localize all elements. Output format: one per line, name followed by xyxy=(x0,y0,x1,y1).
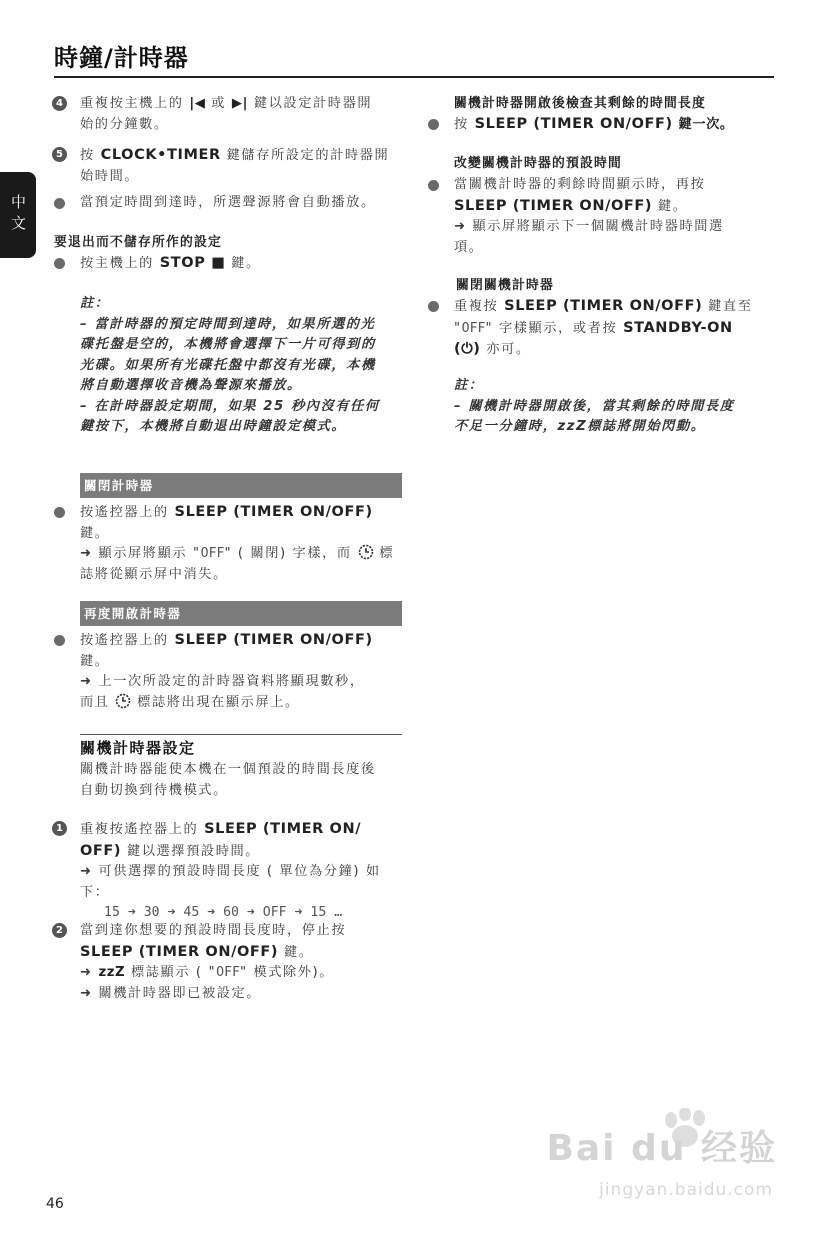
bullet-auto-play xyxy=(54,193,402,214)
check-heading: 關機計時器開啟後檢查其剩餘的時間長度 xyxy=(454,96,706,111)
sleep-description xyxy=(80,760,402,801)
sleep-key-part1: SLEEP (TIMER ON/ xyxy=(204,821,362,837)
change-text-c: ➜ 顯示屏將顯示下一個關機計時器時間選 xyxy=(454,219,724,234)
note-line: 標誌將開始閃動。 xyxy=(587,419,706,434)
sleep-steps xyxy=(54,819,402,1009)
language-tab xyxy=(0,172,36,258)
auto-play-text: 當預定時間到達時，所選聲源將會自動播放。 xyxy=(80,195,376,210)
bullet-timer-on xyxy=(54,630,402,713)
change-text-d: 項。 xyxy=(454,239,484,255)
step-number-2: 2 xyxy=(52,923,67,938)
step5-text-b: 鍵儲存所設定的計時器開 xyxy=(226,148,390,163)
bullet-close xyxy=(428,296,774,361)
on-text-d2: 標誌將出現在顯示屏上。 xyxy=(137,694,300,710)
note-block xyxy=(80,294,402,438)
step-5 xyxy=(54,145,402,187)
page-number: 46 xyxy=(46,1196,64,1212)
timer-off-section xyxy=(54,502,402,592)
close-text-d: 亦可。 xyxy=(486,342,531,357)
s2-text-c3: " 模式除外)。 xyxy=(239,965,335,980)
step-number-5: 5 xyxy=(52,147,67,162)
sleep-key: SLEEP (TIMER ON/OFF) xyxy=(504,298,703,314)
on-text-c: ➜ 上一次所設定的計時器資料將顯現數秒， xyxy=(80,674,365,689)
step5-text-c: 始時間。 xyxy=(80,168,140,184)
on-text-b: 鍵。 xyxy=(80,653,110,669)
off-text-b: 鍵。 xyxy=(80,525,110,541)
section-divider xyxy=(80,734,402,735)
power-icon: (⏻) xyxy=(454,341,481,357)
section-bar-timer-on: 再度開啟計時器 xyxy=(80,601,402,626)
check-text-b: 鍵一次。 xyxy=(678,117,734,132)
sleep-step-1 xyxy=(54,819,402,924)
s2-arrow: ➜ xyxy=(80,965,93,980)
s1-text-b: 鍵以選擇預設時間。 xyxy=(126,843,261,859)
s2-text-a: 當到達你想要的預設時間長度時，停止按 xyxy=(80,923,347,938)
close-text-b: 鍵直至 xyxy=(708,299,753,314)
title-rule xyxy=(54,76,774,78)
sleep-key: SLEEP (TIMER ON/OFF) xyxy=(474,116,673,132)
timer-on-section xyxy=(54,630,402,720)
step-number-1: 1 xyxy=(52,821,67,836)
sleep-step-2 xyxy=(54,921,402,1004)
next-key-icon: ▶| xyxy=(231,96,249,111)
timer-clock-icon xyxy=(358,546,380,561)
bullet-change xyxy=(428,175,774,258)
s1-text-d: 下： xyxy=(80,884,110,900)
off-segment-display: OFF xyxy=(216,965,240,980)
prev-key-icon: |◀ xyxy=(189,96,206,111)
close-heading: 關閉關機計時器 xyxy=(456,278,554,293)
exit-text-a: 按主機上的 xyxy=(80,256,154,271)
sleep-key-part2: OFF) xyxy=(80,842,122,859)
change-text-b: 鍵。 xyxy=(657,198,688,214)
step4-text-c: 始的分鐘數。 xyxy=(80,116,169,132)
note-line: 不足一分鐘時， xyxy=(454,419,558,434)
off-text-d: 誌將從顯示屏中消失。 xyxy=(80,566,228,582)
note-line: – 當計時器的預定時間到達時，如果所選的光 xyxy=(80,316,376,332)
step4-or: 或 xyxy=(211,96,227,111)
step4-text-b: 鍵以設定計時器開 xyxy=(253,96,373,111)
note-line: 將自動選擇收音機為聲源來播放。 xyxy=(80,378,302,393)
note-line: 光碟。如果所有光碟托盤中都沒有光碟，本機 xyxy=(80,357,376,373)
off-text-c3: 標 xyxy=(379,546,395,561)
zzz-icon: zzZ xyxy=(557,419,588,434)
change-heading: 改變關機計時器的預設時間 xyxy=(454,156,622,171)
stop-key: STOP ■ xyxy=(159,255,226,271)
off-segment-display: OFF xyxy=(461,320,486,336)
off-segment-display: OFF xyxy=(200,546,225,561)
language-tab-label: 中文 xyxy=(9,194,27,236)
step-number-4: 4 xyxy=(52,96,67,111)
bullet-exit xyxy=(54,253,402,275)
bullet-icon xyxy=(54,258,65,269)
bullet-icon xyxy=(428,119,439,130)
off-text-a: 按遙控器上的 xyxy=(80,505,169,520)
sleep-key: SLEEP (TIMER ON/OFF) xyxy=(80,943,279,960)
change-text-a: 當關機計時器的剩餘時間顯示時，再按 xyxy=(454,177,706,192)
note-line: – 關機計時器開啟後，當其剩餘的時間長度 xyxy=(454,398,735,414)
step4-text-a: 重複按主機上的 xyxy=(80,96,184,111)
sleep-key: SLEEP (TIMER ON/OFF) xyxy=(174,504,373,520)
page-title: 時鐘/計時器 xyxy=(54,44,189,72)
clock-timer-key: CLOCK•TIMER xyxy=(100,147,221,163)
close-text-a: 重複按 xyxy=(454,299,499,314)
s2-text-d: ➜ 關機計時器即已被設定。 xyxy=(80,985,262,1001)
note-label: 註： xyxy=(80,296,110,311)
off-text-c1: ➜ 顯示屏將顯示 " xyxy=(80,546,201,561)
bullet-timer-off xyxy=(54,502,402,585)
on-text-d1: 而且 xyxy=(80,694,110,710)
bullet-icon xyxy=(428,301,439,312)
bullet-check xyxy=(428,114,774,136)
section-bar-timer-off: 關閉計時器 xyxy=(80,473,402,498)
close-quote: " xyxy=(454,320,462,336)
sleep-desc-line: 關機計時器能使本機在一個預設的時間長度後 xyxy=(80,762,376,777)
bullet-icon xyxy=(54,198,65,209)
off-text-c2: " ( 關閉) 字樣，而 xyxy=(224,546,352,561)
note-label: 註： xyxy=(454,378,484,393)
note-line: 鍵按下，本機將自動退出時鐘設定模式。 xyxy=(80,419,347,434)
timer-clock-icon xyxy=(115,695,137,710)
standby-key: STANDBY-ON xyxy=(623,319,733,336)
close-text-c2: " 字樣顯示，或者按 xyxy=(485,320,618,336)
step-4 xyxy=(54,94,402,135)
bullet-icon xyxy=(54,635,65,646)
s1-text-a: 重複按遙控器上的 xyxy=(80,822,199,837)
sleep-section-title: 關機計時器設定 xyxy=(80,739,196,757)
step5-text-a: 按 xyxy=(80,148,95,163)
s2-text-b: 鍵。 xyxy=(283,944,314,960)
sleep-desc-line: 自動切換到待機模式。 xyxy=(80,782,228,798)
zzz-icon: zzZ xyxy=(98,965,126,980)
note-line: – 在計時器設定期間，如果 25 秒內沒有任何 xyxy=(80,398,380,414)
right-note-block xyxy=(454,376,774,438)
sleep-key: SLEEP (TIMER ON/OFF) xyxy=(174,632,373,648)
exit-heading: 要退出而不儲存所作的設定 xyxy=(54,235,222,250)
check-text-a: 按 xyxy=(454,117,469,132)
watermark-logo: Bai du 经验 xyxy=(546,1128,777,1169)
on-text-a: 按遙控器上的 xyxy=(80,633,169,648)
watermark-url: jingyan.baidu.com xyxy=(599,1180,773,1200)
time-sequence: 15 ➜ 30 ➜ 45 ➜ 60 ➜ OFF ➜ 15 … xyxy=(104,905,343,920)
exit-text-b: 鍵。 xyxy=(231,256,261,271)
s2-text-c2: 標誌顯示 ( " xyxy=(130,965,217,980)
bullet-icon xyxy=(428,180,439,191)
s1-text-c: ➜ 可供選擇的預設時間長度 ( 單位為分鐘) 如 xyxy=(80,864,381,879)
right-column xyxy=(428,94,774,454)
sleep-key: SLEEP (TIMER ON/OFF) xyxy=(454,197,653,214)
note-line: 碟托盤是空的，本機將會選擇下一片可得到的 xyxy=(80,337,376,352)
bullet-icon xyxy=(54,507,65,518)
